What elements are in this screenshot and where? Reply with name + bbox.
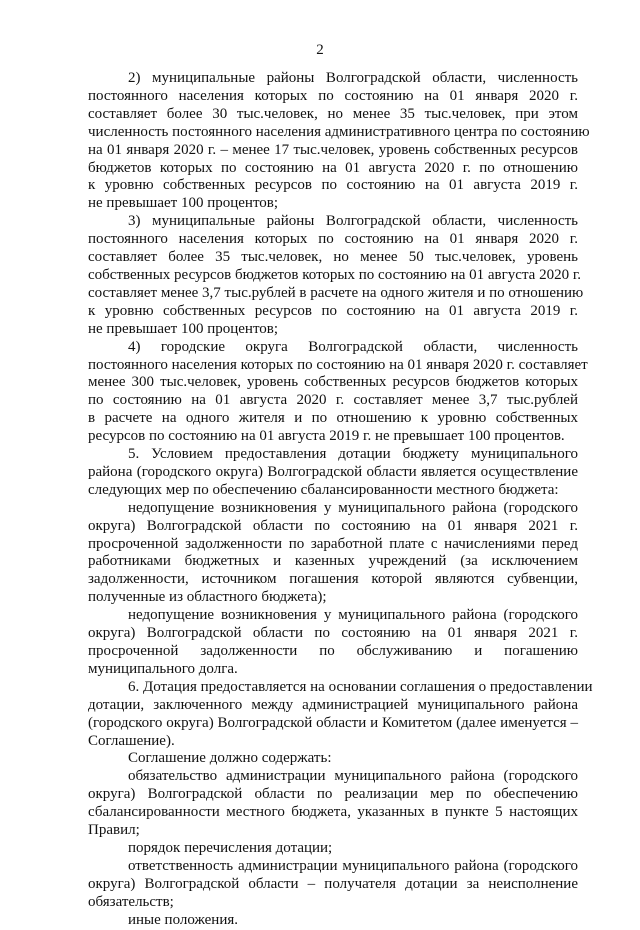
text-line: ресурсов по состоянию на 01 августа 2019 г. не превышает 100 процентов.: [88, 428, 565, 445]
text-line: постоянного населения которых по состоянию на 01 января 2020 г.: [88, 231, 578, 248]
text-line: бюджетов которых по состоянию на 01 августа 2020 г. по отношению: [88, 159, 578, 176]
text-line: постоянного населения которых по состоянию на 01 января 2020 г.: [88, 87, 578, 104]
text-line: численность постоянного населения административного центра по состоянию: [88, 123, 590, 140]
text-line: составляет менее 3,7 тыс.рублей в расчете на одного жителя и по отношению: [88, 284, 584, 301]
text-line: к уровню собственных ресурсов по состоянию на 01 августа 2019 г.: [88, 177, 578, 194]
text-line: района (городского округа) Волгоградской области является осуществление: [88, 463, 578, 480]
text-line: следующих мер по обеспечению сбалансированности местного бюджета:: [88, 481, 559, 498]
text-line: 4) городские округа Волгоградской области, численность: [128, 338, 578, 355]
text-line: составляет более 30 тыс.человек, но менее 35 тыс.человек, при этом: [88, 105, 578, 122]
text-line: дотации, заключенного между администрацией муниципального района: [88, 696, 578, 713]
paragraph: [88, 858, 578, 912]
text-line: на 01 января 2020 г. – менее 17 тыс.человек, уровень собственных ресурсов: [88, 141, 578, 158]
text-line: не превышает 100 процентов;: [88, 320, 279, 337]
paragraph: [88, 338, 588, 446]
text-line: Соглашение).: [88, 732, 175, 749]
text-line: недопущение возникновения у муниципального района (городского: [128, 499, 578, 516]
text-line: округа) Волгоградской области – получателя дотации за неисполнение: [88, 875, 578, 892]
text-line: работниками бюджетных и казенных учреждений (за исключением: [88, 553, 578, 570]
text-line: полученные из областного бюджета);: [88, 589, 327, 606]
page-number: 2: [316, 42, 324, 58]
text-line: 2) муниципальные районы Волгоградской области, численность: [128, 70, 578, 86]
text-line: иные положения.: [128, 911, 239, 928]
text-line: 5. Условием предоставления дотации бюджету муниципального: [128, 446, 578, 463]
paragraph: [88, 607, 578, 679]
paragraph: [88, 70, 590, 213]
text-line: 6. Дотация предоставляется на основании соглашения о предоставлении: [128, 678, 593, 695]
document-body: [88, 70, 593, 930]
paragraph: [88, 912, 578, 930]
text-line: просроченной задолженности по обслуживанию и погашению: [88, 643, 578, 659]
paragraph: [88, 840, 578, 858]
text-line: ответственность администрации муниципального района (городского: [128, 857, 578, 874]
text-line: округа) Волгоградской области по состоянию на 01 января 2021 г.: [88, 625, 578, 642]
paragraph: [88, 213, 584, 338]
text-line: по состоянию на 01 августа 2020 г. составляет менее 3,7 тыс.рублей: [88, 392, 578, 409]
text-line: округа) Волгоградской области по состоянию на 01 января 2021 г.: [88, 517, 578, 534]
text-line: сбалансированности местного бюджета, указанных в пункте 5 настоящих: [88, 804, 578, 821]
text-line: Правил;: [88, 822, 140, 839]
paragraph: [88, 750, 578, 768]
paragraph: [88, 500, 578, 607]
text-line: округа) Волгоградской области по реализации мер по обеспечению: [88, 786, 578, 803]
text-line: обязательств;: [88, 893, 174, 910]
text-line: менее 300 тыс.человек, уровень собственных ресурсов бюджетов которых: [88, 374, 578, 391]
text-line: не превышает 100 процентов;: [88, 195, 279, 212]
text-line: постоянного населения которых по состоянию на 01 января 2020 г. составляет: [88, 356, 588, 373]
text-line: муниципального долга.: [88, 660, 238, 677]
text-line: к уровню собственных ресурсов по состоянию на 01 августа 2019 г.: [88, 302, 578, 319]
text-line: обязательство администрации муниципального района (городского: [128, 768, 578, 785]
text-line: порядок перечисления дотации;: [128, 839, 333, 856]
paragraph: [88, 768, 578, 840]
paragraph: [88, 446, 578, 500]
text-line: в расчете на одного жителя и по отношению к уровню собственных: [88, 410, 578, 427]
text-line: Соглашение должно содержать:: [128, 750, 332, 767]
text-line: составляет более 35 тыс.человек, но менее 50 тыс.человек, уровень: [88, 249, 578, 266]
text-line: недопущение возникновения у муниципального района (городского: [128, 607, 578, 624]
text-line: задолженности, источником погашения которой являются субвенции,: [88, 571, 578, 588]
text-line: 3) муниципальные районы Волгоградской области, численность: [128, 213, 578, 230]
text-line: собственных ресурсов бюджетов которых по состоянию на 01 августа 2020 г.: [88, 266, 582, 283]
text-line: просроченной задолженности по заработной плате с начислениями перед: [88, 535, 578, 552]
text-line: (городского округа) Волгоградской области и Комитетом (далее именуется –: [88, 714, 578, 731]
paragraph: [88, 678, 593, 751]
